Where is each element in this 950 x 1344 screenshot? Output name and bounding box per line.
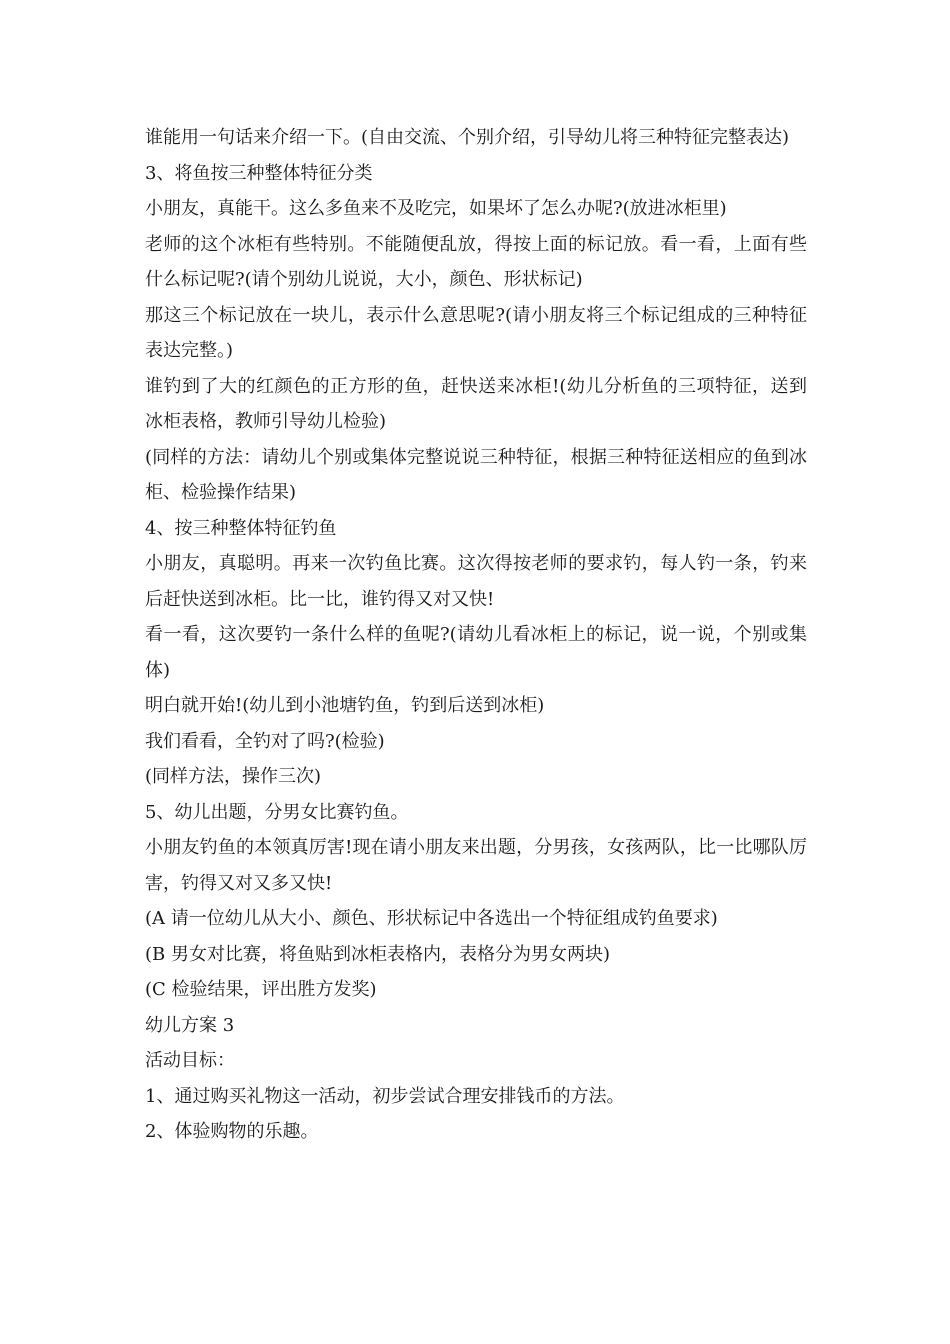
section-heading-5: 5、幼儿出题，分男女比赛钓鱼。	[145, 801, 409, 823]
paragraph: 老师的这个冰柜有些特别。不能随便乱放，得按上面的标记放。看一看，上面有些什么标记呢?(请个别幼儿说说，大小，颜色、形状标记)	[145, 233, 807, 290]
paragraph: 小朋友钓鱼的本领真厉害!现在请小朋友来出题，分男孩，女孩两队，比一比哪队厉害，钓得又对又多又快!	[145, 837, 807, 894]
objective-item-1: 1、通过购买礼物这一活动，初步尝试合理安排钱币的方法。	[145, 1085, 625, 1107]
paragraph: 小朋友，真能干。这么多鱼来不及吃完，如果坏了怎么办呢?(放进冰柜里)	[145, 198, 727, 219]
list-item-b: (B 男女对比赛，将鱼贴到冰柜表格内，表格分为男女两块)	[145, 943, 610, 965]
paragraph: 谁钓到了大的红颜色的正方形的鱼，赶快送来冰柜!(幼儿分析鱼的三项特征，送到冰柜表格，教师引导幼儿检验)	[145, 375, 807, 432]
paragraph: 明白就开始!(幼儿到小池塘钓鱼，钓到后送到冰柜)	[145, 695, 545, 716]
objective-item-2: 2、体验购物的乐趣。	[145, 1121, 319, 1142]
objectives-heading: 活动目标：	[145, 1050, 235, 1071]
section-heading-3: 3、将鱼按三种整体特征分类	[145, 162, 373, 184]
document-body	[145, 120, 807, 1150]
paragraph: (同样的方法：请幼儿个别或集体完整说说三种特征，根据三种特征送相应的鱼到冰柜、检验操作结果)	[145, 446, 807, 503]
paragraph: 那这三个标记放在一块儿，表示什么意思呢?(请小朋友将三个标记组成的三种特征表达完整。)	[145, 304, 807, 361]
paragraph: 我们看看，全钓对了吗?(检验)	[145, 730, 385, 752]
paragraph: 小朋友，真聪明。再来一次钓鱼比赛。这次得按老师的要求钓，每人钓一条，钓来后赶快送到冰柜。比一比，谁钓得又对又快!	[145, 553, 807, 610]
paragraph-intro-discussion: 谁能用一句话来介绍一下。(自由交流、个别介绍，引导幼儿将三种特征完整表达)	[145, 127, 790, 148]
list-item-c: (C 检验结果，评出胜方发奖)	[145, 979, 377, 1000]
list-item-a: (A 请一位幼儿从大小、颜色、形状标记中各选出一个特征组成钓鱼要求)	[145, 908, 718, 929]
paragraph: 看一看，这次要钓一条什么样的鱼呢?(请幼儿看冰柜上的标记，说一说，个别或集体)	[145, 624, 807, 681]
paragraph: (同样方法，操作三次)	[145, 766, 322, 787]
plan-title: 幼儿方案 3	[145, 1014, 235, 1036]
section-heading-4: 4、按三种整体特征钓鱼	[145, 517, 337, 539]
